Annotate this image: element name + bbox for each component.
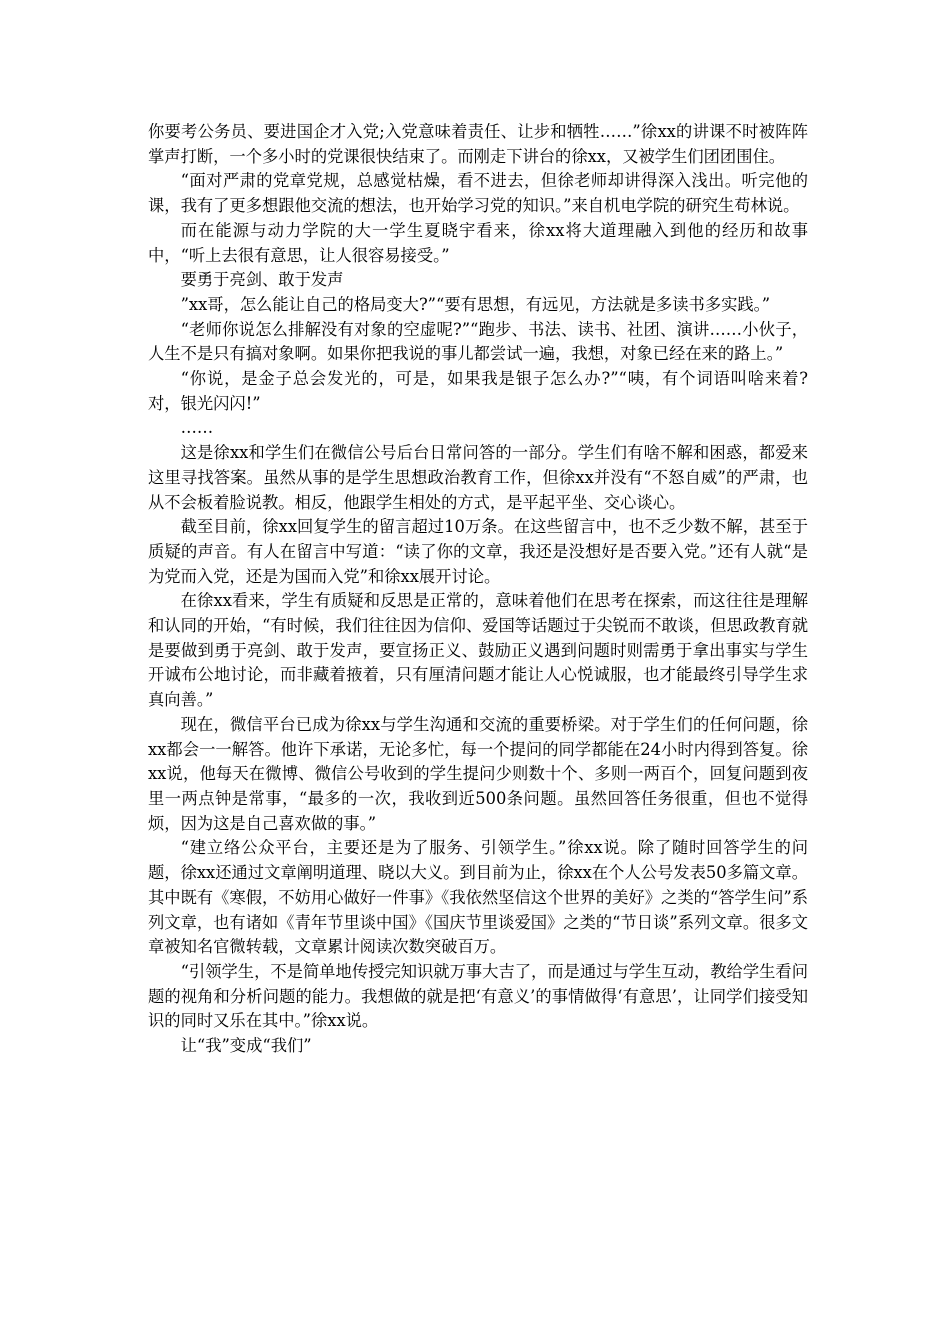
paragraph-qa-3: “你说，是金子总会发光的，可是，如果我是银子怎么办?”“咦，有个词语叫啥来着?对，银光闪闪!” — [148, 369, 808, 413]
section-heading-me-to-us: 让“我”变成“我们” — [180, 1036, 312, 1056]
paragraph-doubts: 在徐xx看来，学生有质疑和反思是正常的，意味着他们在思考在探索，而这往往是理解和认同的开始，“有时候，我们往往因为信仰、爱国等话题过于尖锐而不敢谈，但思政教育就是要做到勇于亮剑、敢于发声，要宣扬正义、鼓励正义遇到问题时则需勇于拿出事实与学生开诚布公地讨论，而非藏着掖着，只有厘清问题才能让人心悦诚服，也才能最终引导学生求真向善。” — [148, 591, 808, 710]
section-heading-speak-up: 要勇于亮剑、敢于发声 — [180, 270, 344, 290]
paragraph-wechat-qa: 这是徐xx和学生们在微信公号后台日常问答的一部分。学生们有啥不解和困惑，都爱来这里寻找答案。虽然从事的是学生思想政治教育工作，但徐xx并没有“不怒自威”的严肃，也从不会板着脸说教。相反，他跟学生相处的方式，是平起平坐、交心谈心。 — [148, 443, 808, 512]
paragraph-wechat-bridge: 现在，微信平台已成为徐xx与学生沟通和交流的重要桥梁。对于学生们的任何问题，徐xx都会一一解答。他许下承诺，无论多忙，每一个提问的同学都能在24小时内得到答复。徐xx说，他每天在微博、微信公号收到的学生提问少则数十个、多则一两百个，回复问题到夜里一两点钟是常事，“最多的一次，我收到近500条问题。虽然回答任务很重，但也不觉得烦，因为这是自己喜欢做的事。” — [148, 714, 808, 833]
paragraph-qa-2: “老师你说怎么排解没有对象的空虚呢?”“跑步、书法、读书、社团、演讲……小伙子，人生不是只有搞对象啊。如果你把我说的事儿都尝试一遍，我想，对象已经在来的路上。” — [148, 319, 808, 364]
paragraph-qa-1: ”xx哥，怎么能让自己的格局变大?”“要有思想，有远见，方法就是多读书多实践。” — [180, 294, 771, 314]
paragraph-continuation: 你要考公务员、要进国企才入党;入党意味着责任、让步和牺牲……”徐xx的讲课不时被阵阵掌声打断，一个多小时的党课很快结束了。而刚走下讲台的徐xx，又被学生们团团围住。 — [148, 122, 808, 166]
paragraph-quote-gou-lin: “面对严肃的党章党规，总感觉枯燥，看不进去，但徐老师却讲得深入浅出。听完他的课，我有了更多想跟他交流的想法，也开始学习党的知识。”来自机电学院的研究生苟林说。 — [148, 171, 808, 216]
document-page — [148, 120, 808, 1059]
paragraph-public-platform: “建立络公众平台，主要还是为了服务、引领学生。”徐xx说。除了随时回答学生的问题，徐xx还通过文章阐明道理、晓以大义。到目前为止，徐xx在个人公号发表50多篇文章。其中既有《寒假，不妨用心做好一件事》《我依然坚信这个世界的美好》之类的“答学生问”系列文章，也有诸如《青年节里谈中国》《国庆节里谈爱国》之类的“节日谈”系列文章。很多文章被知名官微转载，文章累计阅读次数突破百万。 — [148, 838, 808, 957]
paragraph-lead-students: “引领学生，不是简单地传授完知识就万事大吉了，而是通过与学生互动，教给学生看问题的视角和分析问题的能力。我想做的就是把‘有意义’的事情做得‘有意思’，让同学们接受知识的同时又乐在其中。”徐xx说。 — [148, 961, 808, 1031]
paragraph-xia-xiaoyu: 而在能源与动力学院的大一学生夏晓宇看来，徐xx将大道理融入到他的经历和故事中，“听上去很有意思，让人很容易接受。” — [148, 220, 808, 265]
paragraph-ellipsis: …… — [180, 418, 214, 438]
paragraph-comments: 截至目前，徐xx回复学生的留言超过10万条。在这些留言中，也不乏少数不解，甚至于质疑的声音。有人在留言中写道：“读了你的文章，我还是没想好是否要入党。”还有人就“是为党而入党，还是为国而入党”和徐xx展开讨论。 — [148, 517, 808, 586]
